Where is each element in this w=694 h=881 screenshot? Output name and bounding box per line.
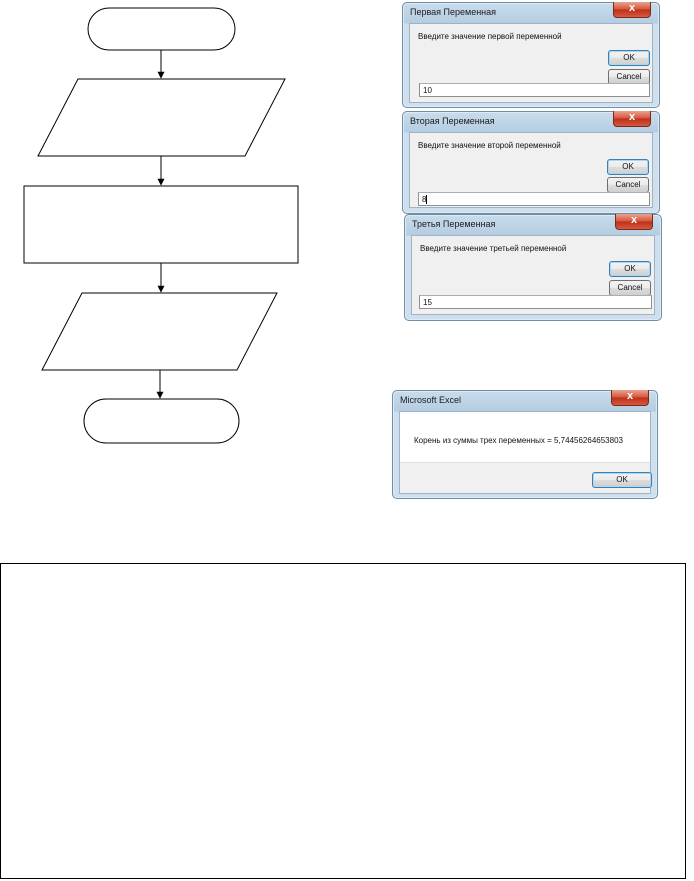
close-icon[interactable]: x: [613, 2, 651, 18]
ok-button[interactable]: OK: [609, 261, 651, 277]
dialog-titlebar: [409, 112, 653, 132]
ok-button[interactable]: OK: [592, 472, 652, 488]
close-icon[interactable]: x: [615, 214, 653, 230]
cancel-button[interactable]: Cancel: [609, 280, 651, 296]
empty-frame: [0, 563, 686, 879]
dialog-titlebar: [409, 3, 653, 23]
close-icon[interactable]: x: [613, 111, 651, 127]
dialog-client: [409, 23, 653, 103]
flowchart: [0, 0, 330, 470]
dialog-client: [411, 235, 655, 315]
dialog-client: [399, 411, 651, 494]
input-value: 8: [422, 195, 427, 204]
input-parallelogram: [38, 79, 285, 156]
first-variable-dialog: [402, 2, 660, 108]
ok-button[interactable]: OK: [608, 50, 650, 66]
value-input[interactable]: 15: [419, 295, 652, 309]
dialog-title: Первая Переменная: [410, 7, 497, 17]
dialog-prompt: Введите значение второй переменной: [418, 141, 561, 150]
message-text: Корень из суммы трех переменных = 5,74456264653803: [414, 436, 623, 445]
dialog-title: Вторая Переменная: [410, 116, 495, 126]
dialog-titlebar: [399, 391, 651, 411]
value-input[interactable]: 10: [419, 83, 650, 97]
dialog-title: Microsoft Excel: [400, 395, 462, 405]
second-variable-dialog: [402, 111, 660, 214]
start-terminator: [88, 8, 235, 50]
ok-button[interactable]: OK: [607, 159, 649, 175]
close-icon[interactable]: x: [611, 390, 649, 406]
dialog-prompt: Введите значение третьей переменной: [420, 244, 567, 253]
cancel-button[interactable]: Cancel: [608, 69, 650, 85]
value-input[interactable]: [418, 192, 650, 206]
excel-message-box: [392, 390, 658, 499]
cancel-button[interactable]: Cancel: [607, 177, 649, 193]
dialog-title: Третья Переменная: [412, 219, 496, 229]
third-variable-dialog: [404, 214, 662, 321]
text-caret: [426, 195, 427, 204]
dialog-titlebar: [411, 215, 655, 235]
process-rectangle: [24, 186, 298, 263]
end-terminator: [84, 399, 239, 443]
dialog-client: [409, 132, 653, 208]
dialog-prompt: Введите значение первой переменной: [418, 32, 562, 41]
output-parallelogram: [42, 293, 277, 370]
